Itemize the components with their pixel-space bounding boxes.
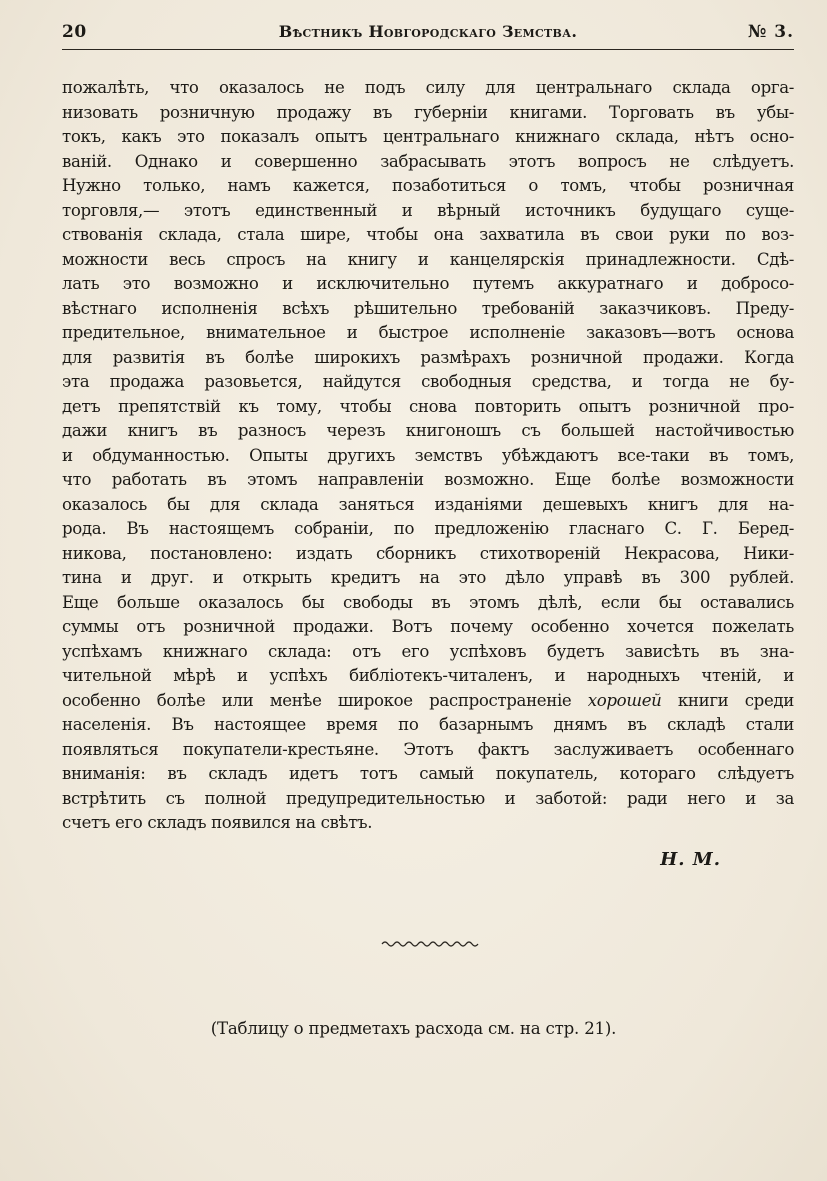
text-line: Нужно только, намъ кажется, позаботиться о томъ, чтобы розничная [62,176,794,195]
author-signature: Н. М. [660,849,721,870]
text-line: Еще больше оказалось бы свободы въ этомъ дѣлѣ, если бы оставались [62,592,794,612]
text-line: торговля,— этотъ единственный и вѣрный источникъ будущаго суще- [62,200,794,220]
text-line: можности весь спросъ на книгу и канцелярскія принадлежности. Сдѣ- [62,249,794,269]
text-line: рода. Въ настоящемъ собраніи, по предложенію гласнаго С. Г. Беред- [62,519,794,538]
text-segment: особенно болѣе или менѣе широкое распространеніе [62,690,588,710]
wavy-divider [380,938,480,950]
text-line: вниманія: въ складъ идетъ тотъ самый покупатель, котораго слѣдуетъ [62,764,794,783]
table-reference-note: (Таблицу о предметахъ расхода см. на стр. 21). [210,1019,617,1038]
text-line: никова, постановлено: издать сборникъ стихотвореній Некрасова, Ники- [62,543,794,563]
text-line: встрѣтить съ полной предупредительностью и заботой: ради него и за [62,788,794,808]
text-line-with-emphasis [62,689,794,714]
text-line: для развитія въ болѣе широкихъ размѣрахъ розничной продажи. Когда [62,347,794,367]
text-line: чительной мѣрѣ и успѣхъ библіотекъ-читаленъ, и народныхъ чтеній, и [62,666,794,685]
text-line: предительное, внимательное и быстрое исполненіе заказовъ—вотъ основа [62,323,794,342]
text-line: суммы отъ розничной продажи. Вотъ почему особенно хочется пожелать [62,617,794,636]
text-line: дажи книгъ въ разносъ черезъ книгоношъ съ большей настойчивостью [62,421,794,440]
text-line: эта продажа разовьется, найдутся свободныя средства, и тогда не бу- [62,372,794,391]
page-number: 20 [62,22,87,42]
text-line: пожалѣть, что оказалось не подъ силу для центральнаго склада орга- [62,78,794,97]
text-line: низовать розничную продажу въ губерніи книгами. Торговать въ убы- [62,102,794,122]
text-line: детъ препятствій къ тому, чтобы снова повторить опытъ розничной про- [62,396,794,416]
text-line: успѣхамъ книжнаго склада: отъ его успѣховъ будетъ зависѣть въ зна- [62,641,794,661]
text-line: появляться покупатели-крестьяне. Этотъ фактъ заслуживаетъ особеннаго [62,739,794,759]
text-line: вѣстнаго исполненія всѣхъ рѣшительно требованій заказчиковъ. Преду- [62,298,794,318]
text-line: лать это возможно и исключительно путемъ аккуратнаго и добросо- [62,274,794,293]
text-line: ваній. Однако и совершенно забрасывать этотъ вопросъ не слѣдуетъ. [62,151,794,171]
text-line: что работать въ этомъ направленіи возможно. Еще болѣе возможности [62,470,794,489]
text-segment: книги среди [661,690,794,710]
text-line: ствованія склада, стала шире, чтобы она захватила въ свои руки по воз- [62,225,794,244]
issue-number: № 3. [747,22,794,42]
text-line: тина и друг. и открыть кредитъ на это дѣло управѣ въ 300 рублей. [62,568,794,587]
emphasized-word: хорошей [587,690,662,710]
page-header [62,22,794,48]
text-line: оказалось бы для склада заняться изданіями дешевыхъ книгъ для на- [62,494,794,514]
text-line: токъ, какъ это показалъ опытъ центральнаго книжнаго склада, нѣтъ осно- [62,127,794,146]
text-line: счетъ его складъ появился на свѣтъ. [62,813,373,832]
journal-title: Вѣстникъ Новгородскаго Земства. [278,22,578,41]
header-rule [62,49,794,50]
text-line: населенія. Въ настоящее время по базарнымъ днямъ въ складѣ стали [62,715,794,734]
text-line: и обдуманностью. Опыты другихъ земствъ убѣждаютъ все-таки въ томъ, [62,445,794,465]
article-body [62,76,794,836]
